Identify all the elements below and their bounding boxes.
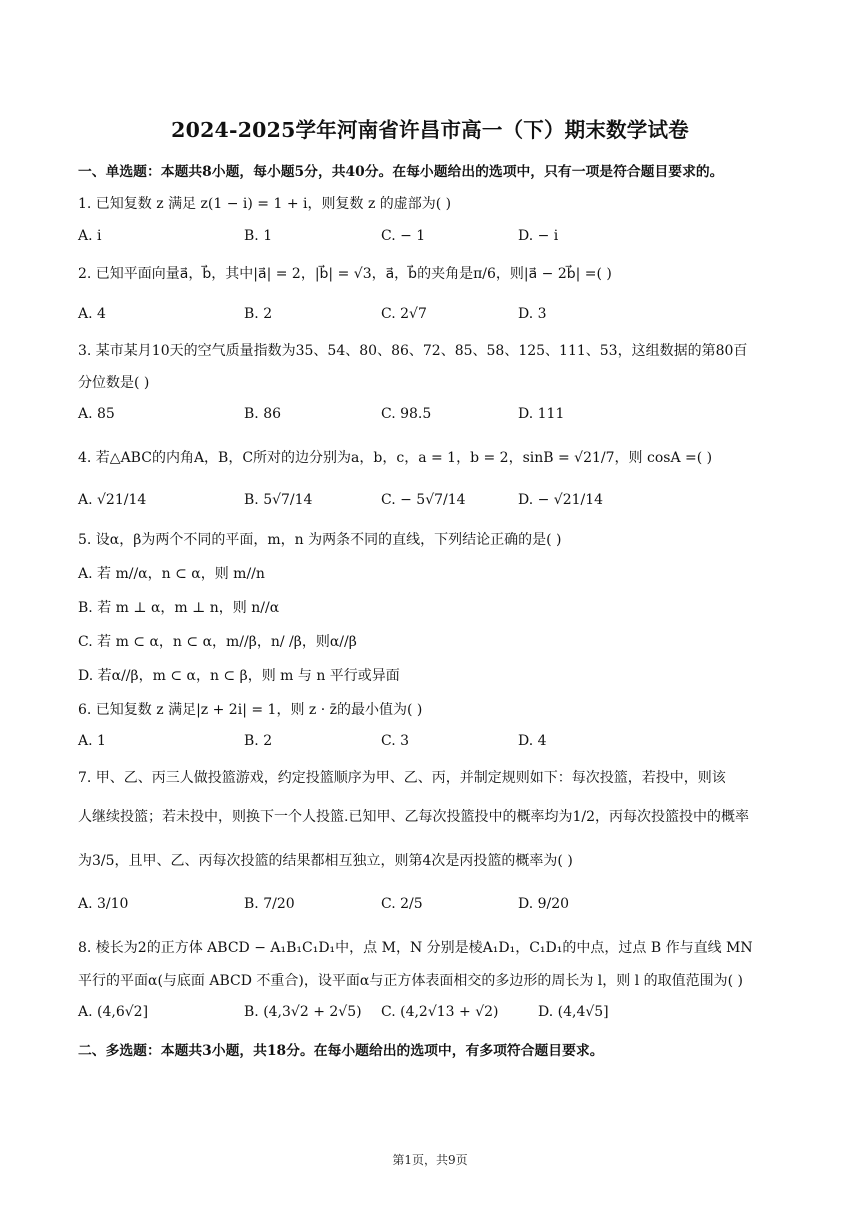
q2-option-b: B. 2 xyxy=(244,306,273,322)
q5-option-c: C. 若 m ⊂ α，n ⊂ α，m//β，n/ /β，则α//β xyxy=(78,634,357,650)
question-7-stem-line2: 人继续投篮；若未投中，则换下一个人投篮.已知甲、乙每次投篮投中的概率均为1/2，丙每次投篮投中的概率 xyxy=(78,809,749,825)
question-4-stem: 4. 若△ABC的内角A，B，C所对的边分别为a，b，c，a = 1，b = 2，sinB = √21/7，则 cosA =( ) xyxy=(78,450,713,466)
q1-option-b: B. 1 xyxy=(244,228,273,244)
exam-title: 2024-2025学年河南省许昌市高一（下）期末数学试卷 xyxy=(171,118,689,142)
q4-option-c: C. − 5√7/14 xyxy=(381,492,466,508)
q7-option-c: C. 2/5 xyxy=(381,896,423,912)
q6-option-a: A. 1 xyxy=(78,733,106,749)
q7-option-b: B. 7/20 xyxy=(244,896,295,912)
section-heading-multiple-choice: 二、多选题：本题共3小题，共18分。在每小题给出的选项中，有多项符合题目要求。 xyxy=(78,1043,604,1059)
question-7-stem-line1: 7. 甲、乙、丙三人做投篮游戏，约定投篮顺序为甲、乙、丙，并制定规则如下：每次投篮，若投中，则该 xyxy=(78,770,726,786)
question-8-stem-line1: 8. 棱长为2的正方体 ABCD − A₁B₁C₁D₁中，点 M，N 分别是棱A₁D₁，C₁D₁的中点，过点 B 作与直线 MN xyxy=(78,940,753,956)
question-3-stem-line2: 分位数是( ) xyxy=(78,375,150,391)
q8-option-b: B. (4,3√2 + 2√5) xyxy=(244,1004,362,1020)
q2-option-a: A. 4 xyxy=(78,306,106,322)
q1-option-c: C. − 1 xyxy=(381,228,426,244)
question-3-stem-line1: 3. 某市某月10天的空气质量指数为35、54、80、86、72、85、58、125、111、53，这组数据的第80百 xyxy=(78,343,748,359)
q5-option-a: A. 若 m//α，n ⊂ α，则 m//n xyxy=(78,566,265,582)
q3-option-c: C. 98.5 xyxy=(381,406,432,422)
question-5-stem: 5. 设α，β为两个不同的平面，m，n 为两条不同的直线，下列结论正确的是( ) xyxy=(78,532,562,548)
q6-option-d: D. 4 xyxy=(518,733,547,749)
q2-option-c: C. 2√7 xyxy=(381,306,427,322)
q7-option-d: D. 9/20 xyxy=(518,896,570,912)
q1-option-a: A. i xyxy=(78,228,102,244)
q1-option-d: D. − i xyxy=(518,228,559,244)
q4-option-a: A. √21/14 xyxy=(78,492,147,508)
question-8-stem-line2: 平行的平面α(与底面 ABCD 不重合)，设平面α与正方体表面相交的多边形的周长为 l，则 l 的取值范围为( ) xyxy=(78,973,744,989)
q5-option-d: D. 若α//β，m ⊂ α，n ⊂ β，则 m 与 n 平行或异面 xyxy=(78,668,400,684)
q2-option-d: D. 3 xyxy=(518,306,547,322)
q4-option-d: D. − √21/14 xyxy=(518,492,604,508)
q3-option-b: B. 86 xyxy=(244,406,282,422)
question-1-stem: 1. 已知复数 z 满足 z(1 − i) = 1 + i，则复数 z 的虚部为( ) xyxy=(78,196,452,212)
q4-option-b: B. 5√7/14 xyxy=(244,492,313,508)
question-2-stem: 2. 已知平面向量a⃗，b⃗，其中|a⃗| = 2，|b⃗| = √3，a⃗，b⃗的夹角是π/6，则|a⃗ − 2b⃗| =( ) xyxy=(78,266,612,282)
q5-option-b: B. 若 m ⊥ α，m ⊥ n，则 n//α xyxy=(78,600,280,616)
q8-option-d: D. (4,4√5] xyxy=(538,1004,609,1020)
q6-option-c: C. 3 xyxy=(381,733,410,749)
question-6-stem: 6. 已知复数 z 满足|z + 2i| = 1，则 z · z̄的最小值为( ) xyxy=(78,702,423,718)
q7-option-a: A. 3/10 xyxy=(78,896,129,912)
q3-option-a: A. 85 xyxy=(78,406,115,422)
page-footer: 第1页，共9页 xyxy=(392,1153,468,1167)
q8-option-a: A. (4,6√2] xyxy=(78,1004,149,1020)
q6-option-b: B. 2 xyxy=(244,733,273,749)
q8-option-c: C. (4,2√13 + √2) xyxy=(381,1004,499,1020)
question-7-stem-line3: 为3/5，且甲、乙、丙每次投篮的结果都相互独立，则第4次是丙投篮的概率为( ) xyxy=(78,853,573,869)
q3-option-d: D. 111 xyxy=(518,406,565,422)
section-heading-single-choice: 一、单选题：本题共8小题，每小题5分，共40分。在每小题给出的选项中，只有一项是符合题目要求的。 xyxy=(78,164,724,180)
